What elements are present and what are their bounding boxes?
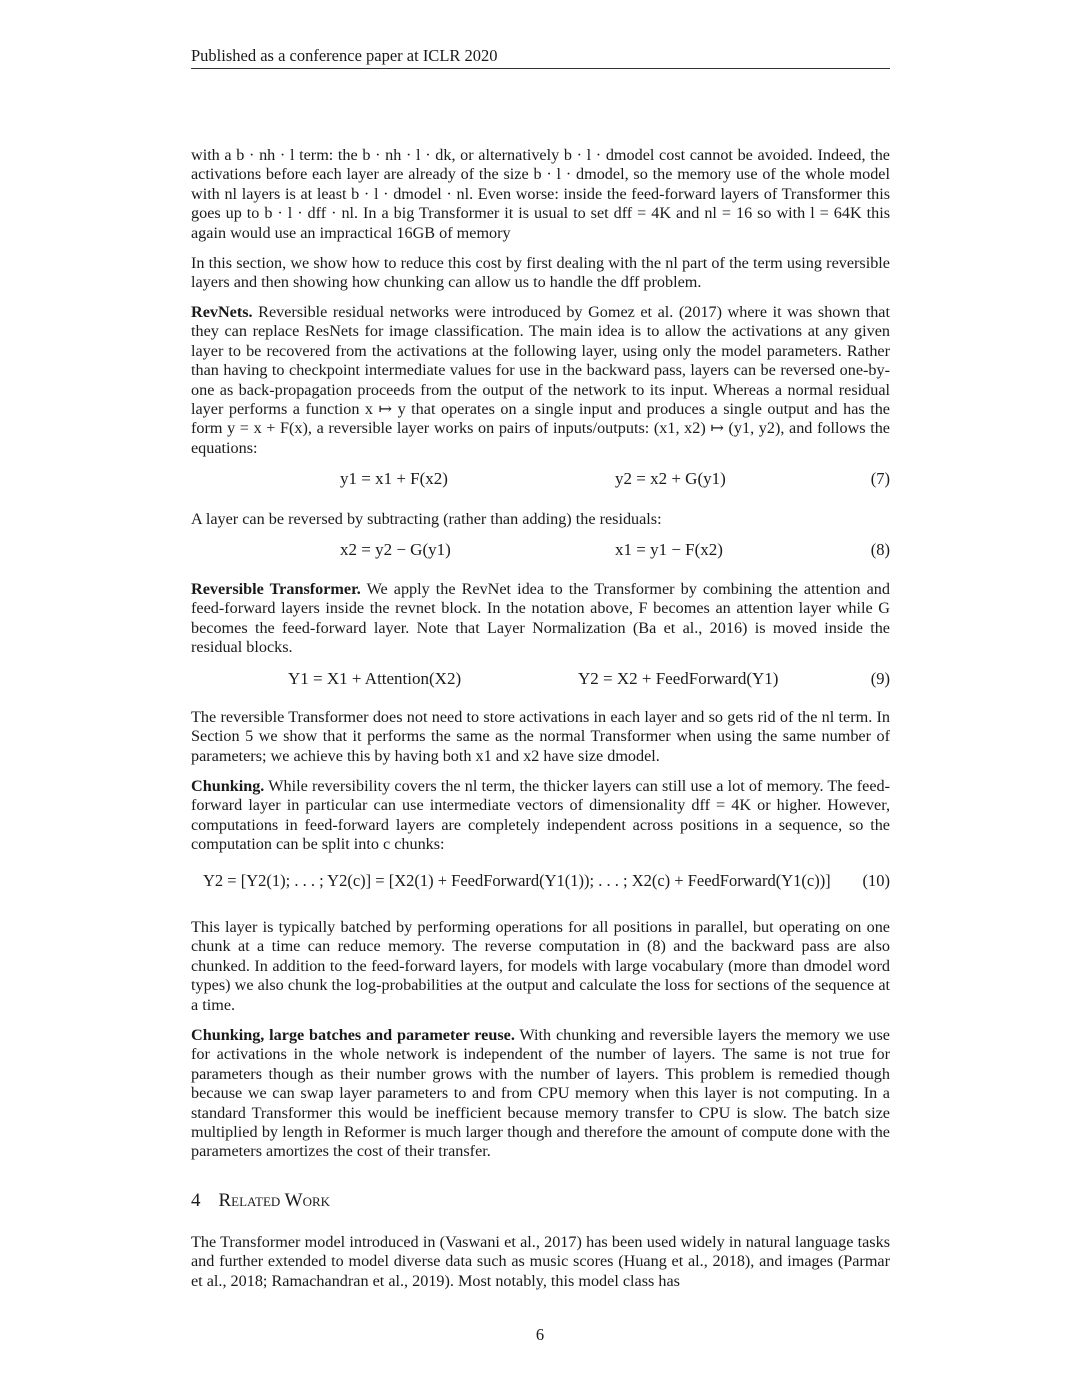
paragraph-text: A layer can be reversed by subtracting (rather than adding) the residuals:: [191, 510, 662, 528]
equation-9-left: Y1 = X1 + Attention(X2): [288, 669, 462, 688]
paragraph-section-intro: [191, 254, 890, 293]
paragraph-memory-cost: [191, 146, 890, 243]
paragraph-heading: Chunking, large batches and parameter reuse.: [191, 1026, 515, 1044]
equation-7-right: y2 = x2 + G(y1): [615, 469, 726, 488]
equation-8-right: x1 = y1 − F(x2): [615, 540, 723, 559]
equation-9-right: Y2 = X2 + FeedForward(Y1): [578, 669, 779, 688]
section-title: Related Work: [218, 1190, 331, 1211]
paragraph-text: with a b · nh · l term: the b · nh · l · dk, or alternatively b · l · dmodel cost cannot be avoided. Indeed, the activations before each layer are already of the size b · l · dmodel, so the memory use of the whole model with nl layers is at least b · l · dmodel · nl. Even worse: inside the feed-forward layers of Transformer this goes up to b · l · dff · nl. In a big Transformer it is usual to set dff = 4K and nl = 16 so with l = 64K this again would use an impractical 16GB of memory: [191, 146, 890, 242]
paragraph-chunking: [191, 777, 890, 855]
running-header: Published as a conference paper at ICLR 2020: [191, 46, 498, 65]
paragraph-text: The Transformer model introduced in (Vaswani et al., 2017) has been used widely in natural language tasks and further extended to model diverse data such as music scores (Huang et al., 2018), and images (Parmar et al., 2018; Ramachandran et al., 2019). Most notably, this model class has: [191, 1233, 890, 1290]
paragraph-reversible-summary: [191, 708, 890, 766]
paragraph-related-work: [191, 1233, 890, 1291]
paragraph-heading: RevNets.: [191, 303, 253, 321]
equation-10-number: (10): [862, 871, 890, 890]
paragraph-text: The reversible Transformer does not need to store activations in each layer and so gets rid of the nl term. In Section 5 we show that it performs the same as the normal Transformer when using the same number of parameters; we achieve this by having both x1 and x2 have size dmodel.: [191, 708, 890, 765]
paragraph-text: In this section, we show how to reduce this cost by first dealing with the nl part of the term using reversible layers and then showing how chunking can allow us to handle the dff problem.: [191, 254, 890, 292]
paragraph-text: While reversibility covers the nl term, the thicker layers can still use a lot of memory. The feed-forward layer in particular can use intermediate vectors of dimensionality dff = 4K or higher. However, computations in feed-forward layers are completely independent across positions in a sequence, so the computation can be split into c chunks:: [191, 777, 890, 854]
equation-10: Y2 = [Y2(1); . . . ; Y2(c)] = [X2(1) + FeedForward(Y1(1)); . . . ; X2(c) + FeedForward(Y1(c))]: [203, 871, 831, 890]
equation-9-number: (9): [870, 669, 890, 688]
paragraph-heading: Reversible Transformer.: [191, 580, 361, 598]
paragraph-text: With chunking and reversible layers the memory we use for activations in the whole network is independent of the number of layers. The same is not true for parameters though as their number grows with the number of layers. This problem is remedied though because we can swap layer parameters to and from CPU memory when this layer is not computing. In a standard Transformer this would be inefficient because memory transfer to CPU is slow. The batch size multiplied by length in Reformer is much larger though and therefore the amount of compute done with the parameters amortizes the cost of their transfer.: [191, 1026, 890, 1161]
paragraph-text: We apply the RevNet idea to the Transformer by combining the attention and feed-forward layers inside the revnet block. In the notation above, F becomes an attention layer while G becomes the feed-forward layer. Note that Layer Normalization (Ba et al., 2016) is moved inside the residual blocks.: [191, 580, 890, 657]
paragraph-parameter-reuse: [191, 1026, 890, 1162]
paragraph-batching: [191, 918, 890, 1015]
paragraph-revnets: [191, 303, 890, 458]
equation-8-number: (8): [870, 540, 890, 559]
paragraph-reverse: [191, 510, 890, 529]
equation-7-number: (7): [870, 469, 890, 488]
paragraph-reversible-transformer: [191, 580, 890, 658]
page-number: 6: [535, 1325, 545, 1344]
paragraph-text: This layer is typically batched by performing operations for all positions in parallel, but operating on one chunk at a time can reduce memory. The reverse computation in (8) and the backward pass are also chunked. In addition to the feed-forward layers, for models with large vocabulary (more than dmodel word types) we also chunk the log-probabilities at the output and calculate the loss for sections of the sequence at a time.: [191, 918, 890, 1014]
section-number: 4: [191, 1190, 201, 1211]
paragraph-text: Reversible residual networks were introduced by Gomez et al. (2017) where it was shown that they can replace ResNets for image classification. The main idea is to allow the activations at any given layer to be recovered from the activations at the following layer, using only the model parameters. Rather than having to checkpoint intermediate values for use in the backward pass, layers can be reversed one-by-one as back-propagation proceeds from the output of the network to its input. Whereas a normal residual layer performs a function x ↦ y that operates on a single input and produces a single output and has the form y = x + F(x), a reversible layer works on pairs of inputs/outputs: (x1, x2) ↦ (y1, y2), and follows the equations:: [191, 303, 890, 457]
equation-7-left: y1 = x1 + F(x2): [340, 469, 448, 488]
equation-8-left: x2 = y2 − G(y1): [340, 540, 451, 559]
header-rule: [191, 68, 890, 69]
paragraph-heading: Chunking.: [191, 777, 265, 795]
section-heading: [191, 1190, 330, 1212]
